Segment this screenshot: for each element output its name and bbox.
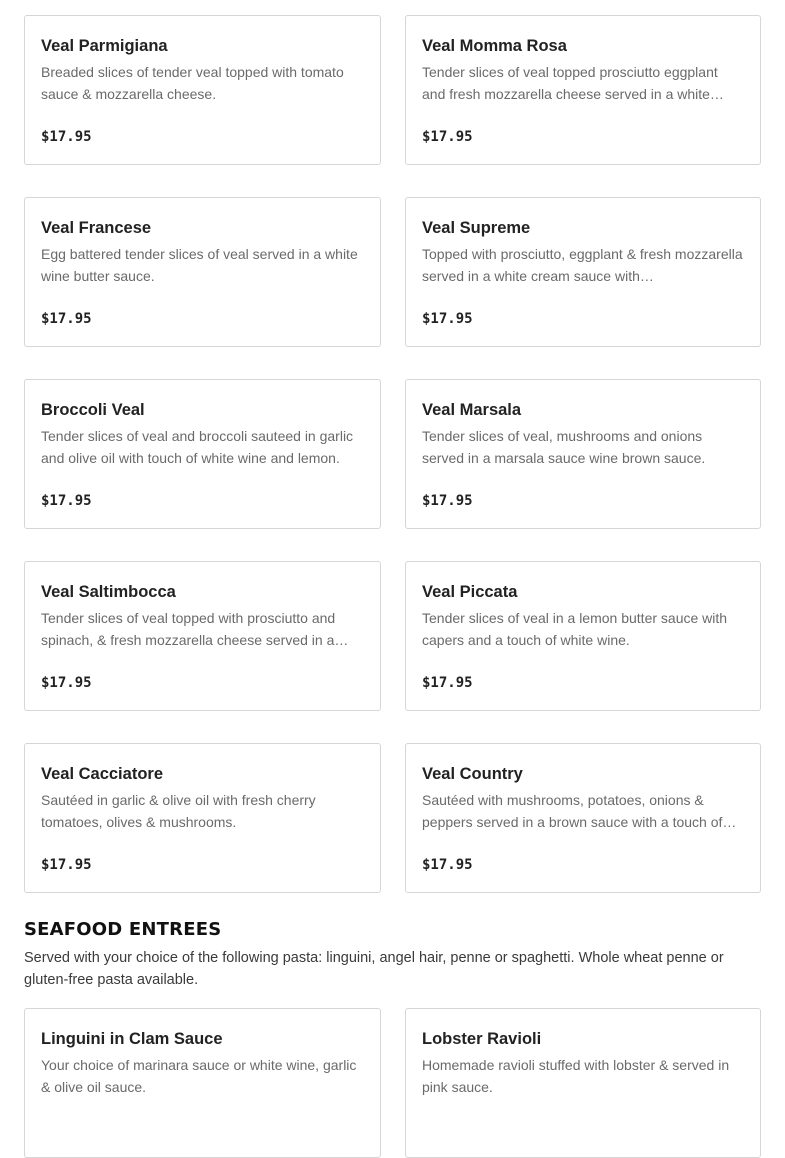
- item-price: $17.95: [422, 857, 473, 873]
- menu-item-card[interactable]: [24, 743, 381, 893]
- item-name: Veal Supreme: [422, 219, 531, 237]
- item-price: $17.95: [41, 311, 92, 327]
- item-price: $17.95: [422, 129, 473, 145]
- item-description: Your choice of marinara sauce or white wine, garlic & olive oil sauce.: [41, 1057, 357, 1095]
- item-description: Topped with prosciutto, eggplant & fresh mozzarella served in a white cream sauce with…: [422, 246, 743, 284]
- item-name: Lobster Ravioli: [422, 1030, 542, 1048]
- menu-item-card[interactable]: [405, 197, 761, 347]
- section-description: Served with your choice of the following pasta: linguini, angel hair, penne or spaghetti. Whole wheat penne or gluten-free pasta available.: [24, 950, 724, 988]
- item-price: $17.95: [422, 311, 473, 327]
- menu-item-card[interactable]: [405, 15, 761, 165]
- menu-page: [24, 15, 761, 1158]
- menu-item-card[interactable]: [405, 379, 761, 529]
- item-price: $17.95: [422, 493, 473, 509]
- veal-items-grid: [24, 15, 761, 893]
- item-description: Homemade ravioli stuffed with lobster & served in pink sauce.: [422, 1057, 730, 1095]
- item-description: Tender slices of veal topped with prosciutto and spinach, & fresh mozzarella cheese served in a…: [41, 610, 349, 648]
- item-description: Egg battered tender slices of veal served in a white wine butter sauce.: [41, 246, 358, 284]
- item-name: Broccoli Veal: [41, 401, 145, 419]
- item-description: Tender slices of veal, mushrooms and onions served in a marsala sauce wine brown sauce.: [422, 428, 706, 466]
- item-name: Veal Marsala: [422, 401, 522, 419]
- item-name: Veal Parmigiana: [41, 37, 168, 55]
- item-description: Tender slices of veal topped prosciutto eggplant and fresh mozzarella cheese served in a white…: [422, 64, 724, 102]
- item-name: Veal Saltimbocca: [41, 583, 176, 601]
- section-title: SEAFOOD ENTREES: [24, 919, 222, 940]
- item-description: Breaded slices of tender veal topped with tomato sauce & mozzarella cheese.: [41, 64, 344, 102]
- item-name: Veal Cacciatore: [41, 765, 163, 783]
- item-description: Sautéed with mushrooms, potatoes, onions & peppers served in a brown sauce with a touch of…: [422, 792, 737, 830]
- seafood-items-grid: [24, 1008, 761, 1158]
- item-price: $17.95: [41, 493, 92, 509]
- menu-item-card[interactable]: [405, 1008, 761, 1158]
- seafood-section: [24, 917, 761, 1158]
- item-name: Veal Momma Rosa: [422, 37, 567, 55]
- menu-item-card[interactable]: [24, 15, 381, 165]
- item-description: Sautéed in garlic & olive oil with fresh cherry tomatoes, olives & mushrooms.: [41, 792, 316, 830]
- menu-item-card[interactable]: [24, 197, 381, 347]
- menu-item-card[interactable]: [405, 743, 761, 893]
- item-price: $17.95: [41, 675, 92, 691]
- item-name: Veal Francese: [41, 219, 152, 237]
- item-price: $17.95: [422, 675, 473, 691]
- item-name: Veal Piccata: [422, 583, 518, 601]
- item-price: $17.95: [41, 857, 92, 873]
- item-price: $17.95: [41, 129, 92, 145]
- item-name: Linguini in Clam Sauce: [41, 1030, 223, 1048]
- item-name: Veal Country: [422, 765, 523, 783]
- menu-item-card[interactable]: [24, 1008, 381, 1158]
- item-description: Tender slices of veal and broccoli sauteed in garlic and olive oil with touch of white wine and lemon.: [41, 428, 354, 466]
- menu-item-card[interactable]: [24, 561, 381, 711]
- item-description: Tender slices of veal in a lemon butter sauce with capers and a touch of white wine.: [422, 610, 728, 648]
- menu-item-card[interactable]: [405, 561, 761, 711]
- menu-item-card[interactable]: [24, 379, 381, 529]
